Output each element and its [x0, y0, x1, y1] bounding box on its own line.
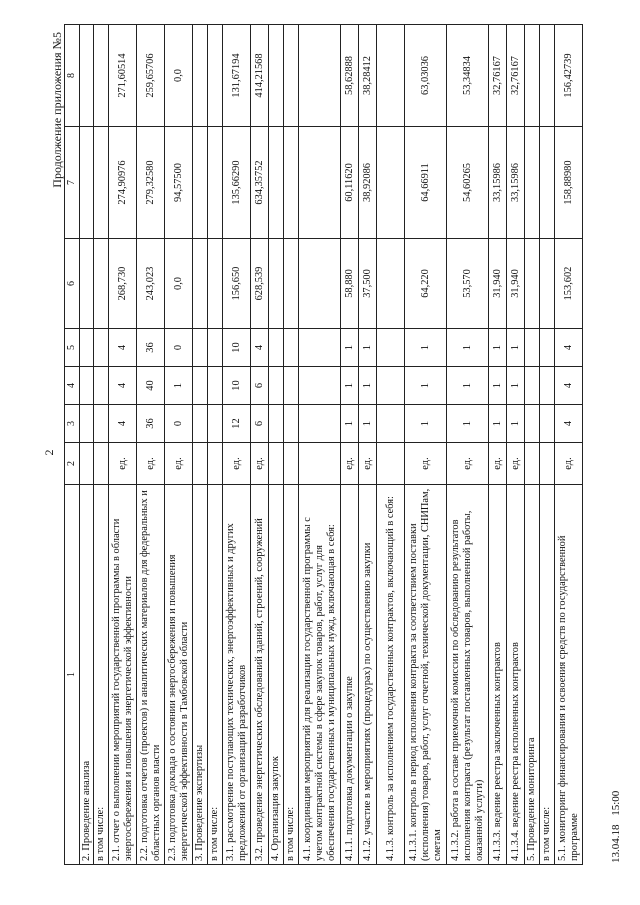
- value-cell: 135,66290: [223, 127, 251, 239]
- table-row: [405, 25, 447, 865]
- unit-cell: ед.: [109, 443, 137, 485]
- table-row: [555, 25, 583, 865]
- value-cell: 94,57500: [165, 127, 193, 239]
- value-cell: 4: [555, 329, 583, 367]
- value-cell: [540, 127, 555, 239]
- value-cell: [94, 405, 109, 443]
- table-row: [251, 25, 269, 865]
- table-row: [284, 25, 299, 865]
- unit-cell: [284, 443, 299, 485]
- value-cell: [540, 239, 555, 329]
- value-cell: 54,60265: [447, 127, 489, 239]
- value-cell: 12: [223, 405, 251, 443]
- value-cell: [525, 239, 540, 329]
- row-name-cell: в том числе:: [284, 485, 299, 865]
- value-cell: 1: [405, 329, 447, 367]
- unit-cell: ед.: [165, 443, 193, 485]
- row-name-cell: в том числе:: [540, 485, 555, 865]
- table-row: [137, 25, 165, 865]
- value-cell: 33,15986: [507, 127, 525, 239]
- value-cell: 1: [447, 367, 489, 405]
- row-name-cell: в том числе:: [208, 485, 223, 865]
- row-name-cell: 5.1. мониторинг финансирования и освоения средств по государственной программе: [555, 485, 583, 865]
- value-cell: [299, 405, 341, 443]
- value-cell: [525, 127, 540, 239]
- value-cell: [284, 405, 299, 443]
- value-cell: [299, 127, 341, 239]
- table-row: [377, 25, 405, 865]
- value-cell: [377, 239, 405, 329]
- table-row: [525, 25, 540, 865]
- value-cell: 279,32580: [137, 127, 165, 239]
- row-name-cell: 2.3. подготовка доклада о состоянии энергосбережения и повышения энергетической эффективности в Тамбовской области: [165, 485, 193, 865]
- value-cell: 1: [405, 367, 447, 405]
- table-row: [94, 25, 109, 865]
- unit-cell: [525, 443, 540, 485]
- value-cell: 131,67194: [223, 25, 251, 127]
- value-cell: 36: [137, 405, 165, 443]
- value-cell: 58,880: [341, 239, 359, 329]
- value-cell: [94, 329, 109, 367]
- value-cell: [193, 25, 208, 127]
- value-cell: [94, 239, 109, 329]
- unit-cell: [208, 443, 223, 485]
- value-cell: 0,0: [165, 25, 193, 127]
- unit-cell: ед.: [489, 443, 507, 485]
- value-cell: [79, 405, 94, 443]
- value-cell: [377, 25, 405, 127]
- row-name-cell: 4.1.3.3. ведение реестра заключенных контрактов: [489, 485, 507, 865]
- value-cell: [377, 367, 405, 405]
- column-number-row: [65, 25, 80, 865]
- row-name-cell: 2.2. подготовка отчетов (проектов) и аналитических материалов для федеральных и областных органов власти: [137, 485, 165, 865]
- value-cell: [193, 239, 208, 329]
- value-cell: 4: [109, 329, 137, 367]
- value-cell: [269, 367, 284, 405]
- value-cell: 6: [251, 405, 269, 443]
- value-cell: 1: [447, 405, 489, 443]
- column-number: 8: [65, 25, 80, 127]
- value-cell: 38,28412: [359, 25, 377, 127]
- table-row: [489, 25, 507, 865]
- value-cell: [79, 25, 94, 127]
- value-cell: 32,76167: [507, 25, 525, 127]
- row-name-cell: 3.1. рассмотрение поступающих технических, энергоэффективных и других предложений от организаций разработчиков: [223, 485, 251, 865]
- value-cell: 243,023: [137, 239, 165, 329]
- table-row: [507, 25, 525, 865]
- value-cell: [525, 367, 540, 405]
- table-row: [223, 25, 251, 865]
- value-cell: [299, 25, 341, 127]
- value-cell: 0: [165, 405, 193, 443]
- value-cell: [79, 367, 94, 405]
- unit-cell: [540, 443, 555, 485]
- row-name-cell: 4. Организация закупок: [269, 485, 284, 865]
- value-cell: [208, 405, 223, 443]
- value-cell: 37,500: [359, 239, 377, 329]
- value-cell: [284, 367, 299, 405]
- value-cell: 1: [359, 329, 377, 367]
- value-cell: 31,940: [489, 239, 507, 329]
- page-number: 2: [42, 449, 56, 456]
- value-cell: 4: [251, 329, 269, 367]
- table-body: [65, 25, 583, 865]
- row-name-cell: 2.1. отчет о выполнении мероприятий государственной программы в области энергосбережения и повышения энергетической эффективности: [109, 485, 137, 865]
- table-row: [165, 25, 193, 865]
- value-cell: [525, 25, 540, 127]
- row-name-cell: в том числе:: [94, 485, 109, 865]
- value-cell: 32,76167: [489, 25, 507, 127]
- value-cell: [525, 405, 540, 443]
- value-cell: [269, 239, 284, 329]
- print-stamp: 13.04.18 15:00: [610, 790, 622, 863]
- value-cell: [208, 367, 223, 405]
- row-name-cell: 4.1.2. участие в мероприятиях (процедурах) по осуществлению закупки: [359, 485, 377, 865]
- value-cell: [208, 25, 223, 127]
- value-cell: 38,92086: [359, 127, 377, 239]
- table-row: [359, 25, 377, 865]
- value-cell: 1: [489, 329, 507, 367]
- table-row: [341, 25, 359, 865]
- value-cell: 1: [359, 367, 377, 405]
- value-cell: [94, 127, 109, 239]
- value-cell: 58,62888: [341, 25, 359, 127]
- value-cell: 1: [405, 405, 447, 443]
- value-cell: 1: [489, 405, 507, 443]
- value-cell: 1: [507, 329, 525, 367]
- value-cell: 64,220: [405, 239, 447, 329]
- row-name-cell: 4.1.3.2. работа в составе приемочной комиссии по обследованию результатов исполнения контракта (результат поставленных товаров, выполненной работы, оказанной услуги): [447, 485, 489, 865]
- value-cell: [525, 329, 540, 367]
- value-cell: 1: [359, 405, 377, 443]
- value-cell: [284, 127, 299, 239]
- value-cell: 53,570: [447, 239, 489, 329]
- row-name-cell: 4.1.3. контроль за исполнением государственных контрактов, включающий в себя:: [377, 485, 405, 865]
- table-row: [269, 25, 284, 865]
- value-cell: [299, 239, 341, 329]
- unit-cell: [269, 443, 284, 485]
- value-cell: [193, 329, 208, 367]
- value-cell: 0: [165, 329, 193, 367]
- value-cell: 414,21568: [251, 25, 269, 127]
- value-cell: 1: [489, 367, 507, 405]
- value-cell: 1: [447, 329, 489, 367]
- column-number: 1: [65, 485, 80, 865]
- value-cell: 64,66911: [405, 127, 447, 239]
- value-cell: 1: [341, 329, 359, 367]
- value-cell: [377, 329, 405, 367]
- table-row: [109, 25, 137, 865]
- row-name-cell: 2. Проведение анализа: [79, 485, 94, 865]
- value-cell: [540, 329, 555, 367]
- value-cell: 156,650: [223, 239, 251, 329]
- row-name-cell: 3. Проведение экспертизы: [193, 485, 208, 865]
- value-cell: 53,34834: [447, 25, 489, 127]
- value-cell: [193, 367, 208, 405]
- column-number: 2: [65, 443, 80, 485]
- row-name-cell: 3.2. проведение энергетических обследований зданий, строений, сооружений: [251, 485, 269, 865]
- unit-cell: [94, 443, 109, 485]
- value-cell: 4: [109, 405, 137, 443]
- unit-cell: ед.: [507, 443, 525, 485]
- row-name-cell: 4.1.3.4. ведение реестра исполненных контрактов: [507, 485, 525, 865]
- column-number: 3: [65, 405, 80, 443]
- value-cell: 10: [223, 367, 251, 405]
- value-cell: [284, 239, 299, 329]
- value-cell: 0,0: [165, 239, 193, 329]
- column-number: 6: [65, 239, 80, 329]
- value-cell: 156,42739: [555, 25, 583, 127]
- value-cell: 36: [137, 329, 165, 367]
- column-number: 7: [65, 127, 80, 239]
- value-cell: [269, 405, 284, 443]
- value-cell: 628,539: [251, 239, 269, 329]
- table-row: [299, 25, 341, 865]
- table-row: [208, 25, 223, 865]
- value-cell: 634,35752: [251, 127, 269, 239]
- value-cell: [269, 329, 284, 367]
- row-name-cell: 4.1. координация мероприятий для реализации государственной программы с учетом контрактной системы в сфере закупок товаров, работ, услуг для обеспечения государственных и муниципальных нужд, включающая в себя:: [299, 485, 341, 865]
- value-cell: 271,60514: [109, 25, 137, 127]
- value-cell: [540, 367, 555, 405]
- value-cell: [299, 367, 341, 405]
- value-cell: [377, 405, 405, 443]
- value-cell: 274,90976: [109, 127, 137, 239]
- value-cell: 4: [555, 405, 583, 443]
- unit-cell: ед.: [359, 443, 377, 485]
- value-cell: [269, 127, 284, 239]
- value-cell: [193, 127, 208, 239]
- value-cell: 1: [341, 367, 359, 405]
- value-cell: 10: [223, 329, 251, 367]
- value-cell: 1: [507, 367, 525, 405]
- value-cell: [269, 25, 284, 127]
- value-cell: [79, 127, 94, 239]
- row-name-cell: 4.1.3.1. контроль в период исполнения контракта за соответствием поставки (исполнения) товаров, работ, услуг отчетной, технической документации, СНИПам, сметам: [405, 485, 447, 865]
- value-cell: [79, 329, 94, 367]
- value-cell: 4: [555, 367, 583, 405]
- column-number: 4: [65, 367, 80, 405]
- unit-cell: ед.: [555, 443, 583, 485]
- value-cell: [208, 329, 223, 367]
- value-cell: [94, 25, 109, 127]
- unit-cell: [377, 443, 405, 485]
- value-cell: [193, 405, 208, 443]
- unit-cell: ед.: [137, 443, 165, 485]
- value-cell: 6: [251, 367, 269, 405]
- value-cell: [540, 405, 555, 443]
- row-name-cell: 5. Проведение мониторинга: [525, 485, 540, 865]
- unit-cell: ед.: [405, 443, 447, 485]
- value-cell: [284, 329, 299, 367]
- value-cell: [284, 25, 299, 127]
- unit-cell: ед.: [447, 443, 489, 485]
- unit-cell: [299, 443, 341, 485]
- unit-cell: [193, 443, 208, 485]
- appendix-table: [64, 24, 583, 865]
- column-number: 5: [65, 329, 80, 367]
- unit-cell: ед.: [223, 443, 251, 485]
- unit-cell: ед.: [251, 443, 269, 485]
- value-cell: 153,602: [555, 239, 583, 329]
- unit-cell: ед.: [341, 443, 359, 485]
- table-row: [447, 25, 489, 865]
- value-cell: [94, 367, 109, 405]
- table-row: [193, 25, 208, 865]
- value-cell: 40: [137, 367, 165, 405]
- value-cell: 1: [507, 405, 525, 443]
- value-cell: 1: [165, 367, 193, 405]
- value-cell: [299, 329, 341, 367]
- continuation-note: Продолжение приложения №5: [50, 32, 64, 188]
- value-cell: 1: [341, 405, 359, 443]
- value-cell: 60,11620: [341, 127, 359, 239]
- unit-cell: [79, 443, 94, 485]
- value-cell: 31,940: [507, 239, 525, 329]
- value-cell: 33,15986: [489, 127, 507, 239]
- row-name-cell: 4.1.1. подготовка документации о закупке: [341, 485, 359, 865]
- value-cell: [208, 239, 223, 329]
- value-cell: [540, 25, 555, 127]
- table-row: [540, 25, 555, 865]
- value-cell: [377, 127, 405, 239]
- value-cell: 4: [109, 367, 137, 405]
- value-cell: 268,730: [109, 239, 137, 329]
- value-cell: [208, 127, 223, 239]
- value-cell: [79, 239, 94, 329]
- value-cell: 158,88980: [555, 127, 583, 239]
- value-cell: 63,03036: [405, 25, 447, 127]
- table-row: [79, 25, 94, 865]
- value-cell: 259,65706: [137, 25, 165, 127]
